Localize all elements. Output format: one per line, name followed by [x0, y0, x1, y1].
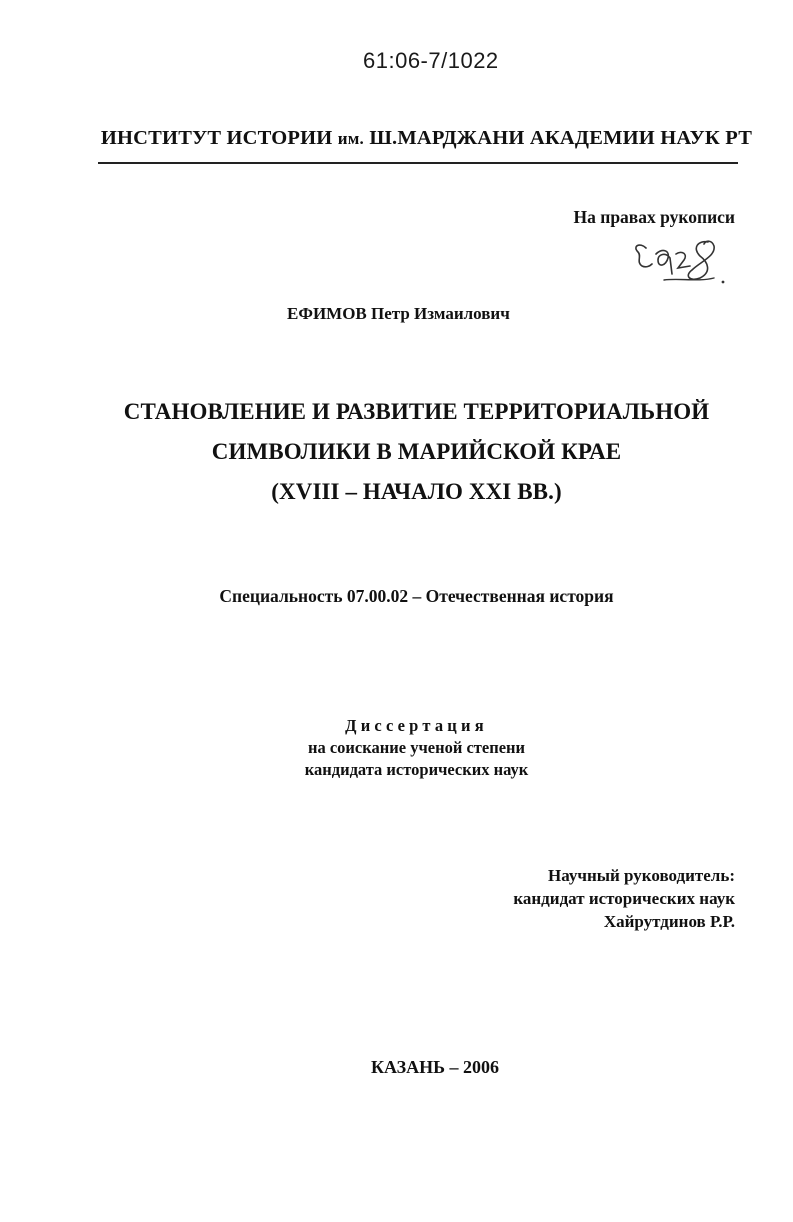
institute-name-part2: им. [337, 129, 364, 148]
supervisor-label: Научный руководитель: [548, 866, 735, 885]
author-name: ЕФИМОВ Петр Измаилович [287, 304, 510, 323]
dissertation-heading: Диссертация [345, 716, 488, 735]
title-line: (XVIII – НАЧАЛО XXI ВВ.) [271, 479, 562, 504]
handwritten-signature [628, 232, 728, 292]
city-year: КАЗАНЬ – 2006 [370, 1057, 499, 1077]
degree-purpose-line: на соискание ученой степени [307, 738, 526, 757]
manuscript-rights-note: На правах рукописи [573, 207, 735, 227]
degree-name-line: кандидата исторических наук [304, 760, 529, 779]
dissertation-title [0, 392, 793, 512]
supervisor-degree: кандидат исторических наук [513, 889, 735, 908]
supervisor-block [513, 864, 735, 933]
dissertation-block [0, 715, 793, 781]
header-divider [98, 162, 738, 164]
supervisor-name: Хайрутдинов Р.Р. [603, 912, 735, 931]
institute-name-part3: Ш.МАРДЖАНИ АКАДЕМИИ НАУК РТ [369, 127, 753, 149]
specialty-line: Специальность 07.00.02 – Отечественная история [219, 586, 614, 606]
institute-header [0, 127, 793, 150]
institute-name-part1: ИНСТИТУТ ИСТОРИИ [100, 127, 333, 149]
archive-number-stamp: 61:06-7/1022 [363, 48, 499, 73]
title-line: СИМВОЛИКИ В МАРИЙСКОЙ КРАЕ [211, 439, 622, 464]
title-line: СТАНОВЛЕНИЕ И РАЗВИТИЕ ТЕРРИТОРИАЛЬНОЙ [123, 399, 710, 424]
